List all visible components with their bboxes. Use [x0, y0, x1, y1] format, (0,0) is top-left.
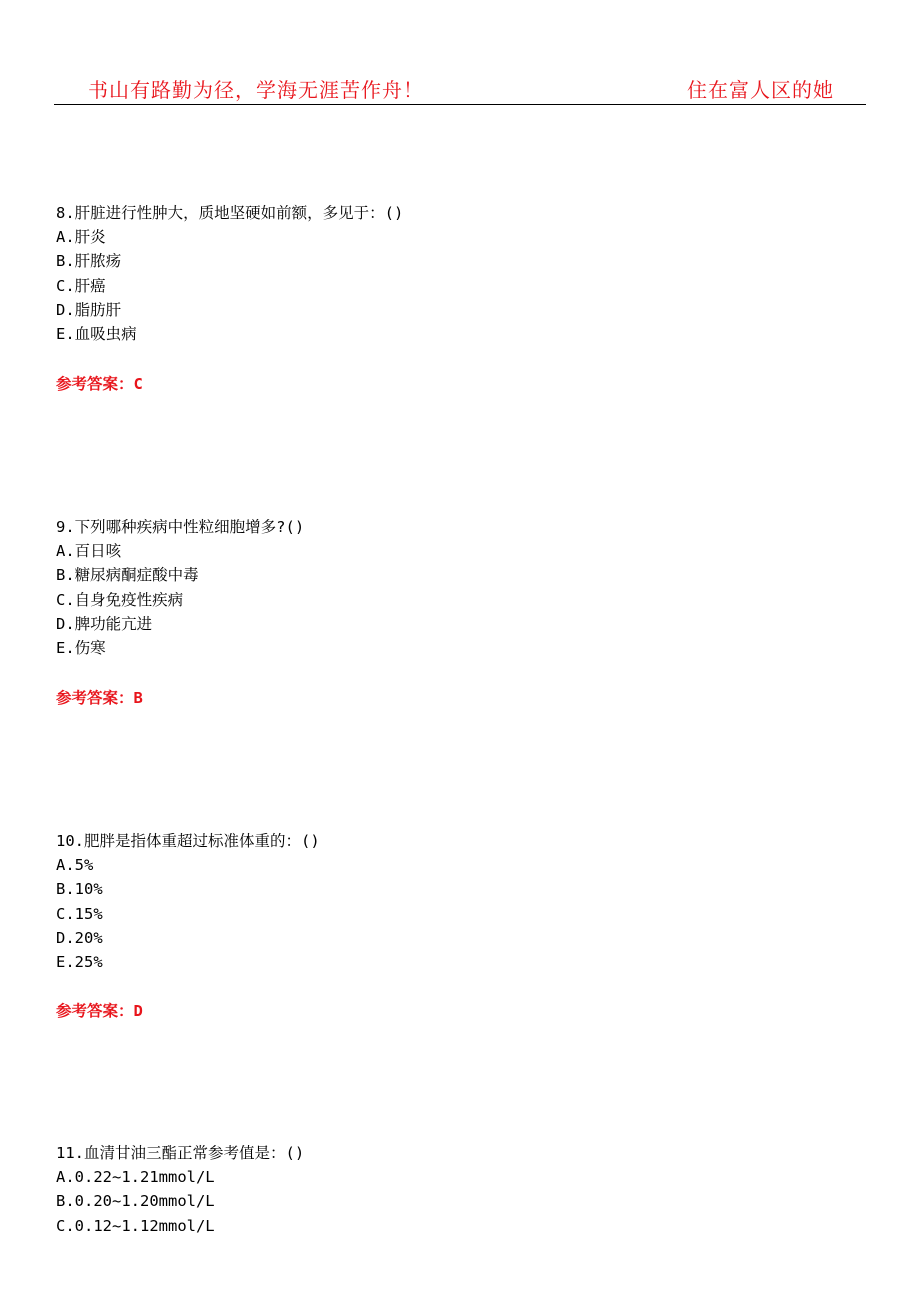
option-c: C.肝癌 — [56, 276, 106, 295]
answer-10 — [56, 999, 143, 1021]
answer-value: D — [133, 1002, 143, 1020]
header-motto: 书山有路勤为径，学海无涯苦作舟！ — [88, 78, 424, 102]
question-9 — [56, 515, 856, 660]
option-a: A.0.22~1.21mmol/L — [56, 1168, 215, 1187]
option-e: E.25% — [56, 952, 103, 971]
option-a: A.百日咳 — [56, 542, 122, 561]
option-d: D.20% — [56, 928, 103, 947]
question-text: 10.肥胖是指体重超过标准体重的：() — [56, 832, 320, 850]
question-text: 8.肝脏进行性肿大，质地坚硬如前额，多见于：() — [56, 204, 404, 222]
header-author: 住在富人区的她 — [687, 78, 834, 102]
question-10 — [56, 829, 856, 974]
answer-8 — [56, 372, 143, 394]
option-a: A.5% — [56, 856, 94, 875]
question-text: 9.下列哪种疾病中性粒细胞增多?() — [56, 518, 305, 536]
question-8 — [56, 201, 856, 346]
option-d: D.脾功能亢进 — [56, 614, 153, 633]
answer-9 — [56, 686, 143, 708]
option-b: B.肝脓疡 — [56, 252, 122, 271]
question-text: 11.血清甘油三酯正常参考值是：() — [56, 1144, 305, 1162]
option-e: E.伤寒 — [56, 638, 106, 657]
answer-value: B — [133, 689, 143, 707]
answer-label: 参考答案： — [56, 689, 134, 707]
answer-value: C — [133, 375, 143, 393]
option-b: B.糖尿病酮症酸中毒 — [56, 566, 199, 585]
option-b: B.0.20~1.20mmol/L — [56, 1192, 215, 1211]
option-c: C.0.12~1.12mmol/L — [56, 1216, 215, 1235]
option-c: C.自身免疫性疾病 — [56, 590, 184, 609]
option-b: B.10% — [56, 880, 103, 899]
option-c: C.15% — [56, 904, 103, 923]
option-e: E.血吸虫病 — [56, 324, 137, 343]
answer-label: 参考答案： — [56, 375, 134, 393]
option-a: A.肝炎 — [56, 228, 106, 247]
page-header — [54, 68, 866, 105]
option-d: D.脂肪肝 — [56, 300, 122, 319]
answer-label: 参考答案： — [56, 1002, 134, 1020]
question-11 — [56, 1141, 856, 1238]
